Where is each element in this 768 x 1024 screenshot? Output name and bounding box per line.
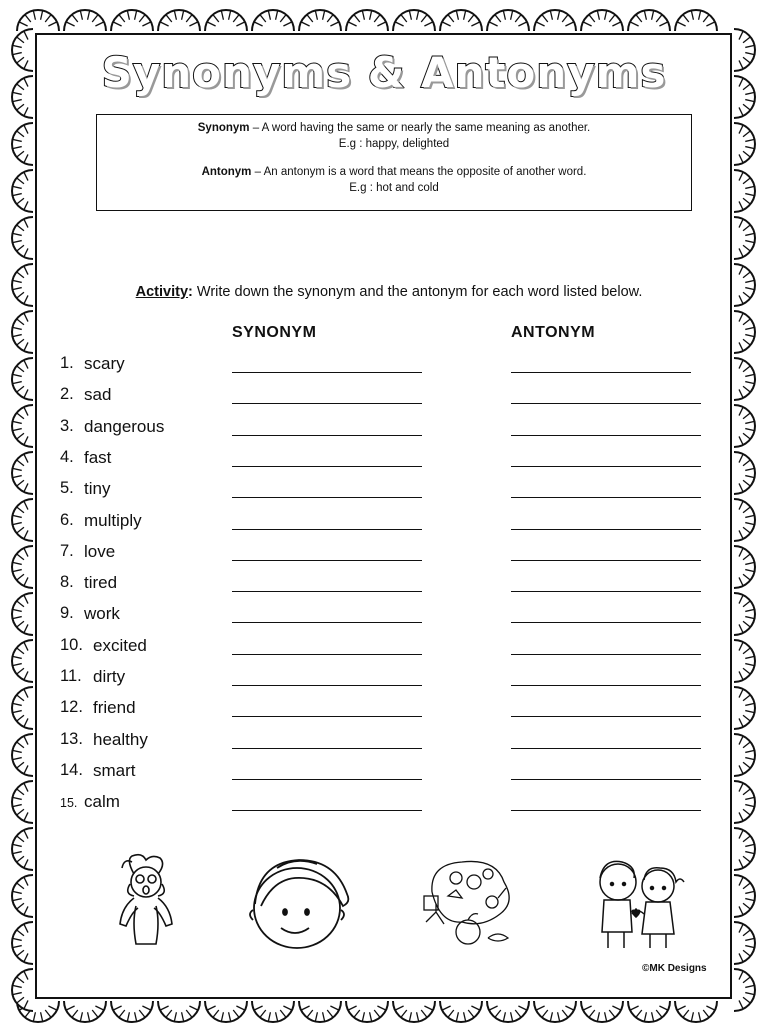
synonym-answer-line[interactable]: [232, 685, 422, 686]
synonym-answer-line[interactable]: [232, 403, 422, 404]
border-scallop: [581, 1001, 623, 1022]
word-number: 5.: [60, 479, 74, 498]
antonym-answer-line[interactable]: [511, 748, 701, 749]
border-scallop: [12, 170, 33, 212]
word-text: tired: [84, 573, 118, 593]
word-number: 2.: [60, 385, 74, 404]
word-text: tiny: [84, 479, 111, 499]
antonym-text: – An antonym is a word that means the opposite of another word.: [251, 166, 587, 178]
antonym-answer-line[interactable]: [511, 716, 701, 717]
border-scallop: [734, 358, 755, 400]
synonym-column-header: SYNONYM: [232, 324, 317, 341]
border-scallop: [12, 969, 33, 1011]
antonym-answer-line[interactable]: [511, 372, 691, 373]
border-scallop: [734, 217, 755, 259]
word-number: 6.: [60, 510, 74, 529]
word-number: 10.: [60, 635, 83, 654]
synonym-answer-line[interactable]: [232, 435, 422, 436]
border-scallop: [158, 1001, 200, 1022]
antonym-answer-line[interactable]: [511, 435, 701, 436]
border-scallop: [734, 593, 755, 635]
antonym-term: Antonym: [201, 166, 252, 178]
word-number: 1.: [60, 354, 74, 372]
word-text: healthy: [93, 729, 148, 749]
word-number: 15.: [60, 796, 78, 811]
word-row: [60, 698, 720, 722]
border-scallop: [393, 10, 435, 31]
word-row: [60, 479, 720, 503]
synonym-answer-line[interactable]: [232, 560, 422, 561]
antonym-answer-line[interactable]: [511, 779, 701, 780]
border-scallop: [12, 405, 33, 447]
antonym-answer-line[interactable]: [511, 403, 701, 404]
border-scallop: [734, 828, 755, 870]
antonym-answer-line[interactable]: [511, 560, 701, 561]
border-scallop: [734, 546, 755, 588]
word-row: [60, 448, 720, 472]
border-scallop: [205, 1001, 247, 1022]
synonym-answer-line[interactable]: [232, 372, 422, 373]
activity-label: Activity: [135, 284, 189, 300]
border-scallop: [393, 1001, 435, 1022]
word-text: smart: [93, 760, 136, 780]
border-scallop: [158, 10, 200, 31]
couple-icon: [588, 856, 690, 952]
border-scallop: [675, 1001, 717, 1022]
word-row: [60, 385, 720, 409]
synonym-answer-line[interactable]: [232, 529, 422, 530]
word-number: 12.: [60, 698, 83, 717]
border-scallop: [17, 10, 59, 31]
border-scallop: [12, 452, 33, 494]
healthy-food-icon: [412, 852, 520, 948]
word-text: excited: [93, 635, 147, 655]
word-number: 9.: [60, 604, 74, 623]
border-scallop: [12, 875, 33, 917]
border-scallop: [12, 358, 33, 400]
border-scallop: [252, 10, 294, 31]
border-scallop: [734, 311, 755, 353]
border-scallop: [628, 10, 670, 31]
border-scallop: [64, 10, 106, 31]
border-scallop: [12, 828, 33, 870]
antonym-answer-line[interactable]: [511, 591, 701, 592]
border-scallop: [12, 922, 33, 964]
antonym-answer-line[interactable]: [511, 622, 701, 623]
word-text: work: [84, 604, 120, 624]
word-row: [60, 730, 720, 754]
border-scallop: [346, 1001, 388, 1022]
border-scallop: [734, 452, 755, 494]
border-scallop: [205, 10, 247, 31]
border-scallop: [111, 10, 153, 31]
word-number: 11.: [60, 667, 82, 685]
border-scallop: [12, 217, 33, 259]
antonym-answer-line[interactable]: [511, 497, 701, 498]
border-scallop: [12, 734, 33, 776]
activity-instructions: [0, 284, 768, 300]
page-title: Synonyms & Antonyms: [101, 48, 667, 97]
antonym-column-header: ANTONYM: [511, 324, 596, 341]
border-scallop: [12, 499, 33, 541]
word-row: [60, 604, 720, 628]
border-scallop: [487, 10, 529, 31]
activity-colon: :: [188, 284, 193, 300]
synonym-example: E.g : happy, delighted: [338, 138, 450, 150]
word-text: multiply: [84, 510, 142, 530]
border-scallop: [734, 170, 755, 212]
word-row: [60, 417, 720, 441]
antonym-answer-line[interactable]: [511, 529, 701, 530]
word-row: [60, 636, 720, 660]
scared-girl-icon: [112, 852, 180, 952]
word-row: [60, 542, 720, 566]
border-scallop: [299, 1001, 341, 1022]
word-text: sad: [84, 385, 112, 405]
border-scallop: [12, 781, 33, 823]
word-number: 7.: [60, 541, 74, 560]
synonym-answer-line[interactable]: [232, 810, 422, 811]
border-scallop: [252, 1001, 294, 1022]
border-scallop: [675, 10, 717, 31]
border-scallop: [734, 405, 755, 447]
word-text: dirty: [93, 667, 126, 686]
word-text: friend: [93, 698, 136, 718]
border-scallop: [346, 10, 388, 31]
word-row: [60, 354, 720, 378]
border-scallop: [534, 1001, 576, 1022]
border-scallop: [734, 123, 755, 165]
word-number: 13.: [60, 729, 83, 748]
border-scallop: [734, 687, 755, 729]
word-text: love: [84, 541, 116, 561]
definitions-box: [96, 114, 692, 211]
border-scallop: [534, 10, 576, 31]
word-number: 3.: [60, 416, 74, 435]
word-number: 8.: [60, 573, 74, 592]
word-text: dangerous: [84, 416, 165, 436]
synonym-text: – A word having the same or nearly the same meaning as another.: [249, 122, 591, 134]
synonym-answer-line[interactable]: [232, 748, 422, 749]
border-scallop: [581, 10, 623, 31]
antonym-answer-line[interactable]: [511, 654, 701, 655]
word-number: 4.: [60, 447, 74, 466]
border-scallop: [12, 311, 33, 353]
word-row: [60, 761, 720, 785]
border-scallop: [12, 546, 33, 588]
word-text: fast: [84, 447, 112, 467]
synonym-answer-line[interactable]: [232, 591, 422, 592]
border-scallop: [734, 640, 755, 682]
synonym-answer-line[interactable]: [232, 622, 422, 623]
border-scallop: [111, 1001, 153, 1022]
antonym-answer-line[interactable]: [511, 810, 701, 811]
word-row: [60, 792, 720, 816]
border-scallop: [734, 499, 755, 541]
border-scallop: [734, 922, 755, 964]
synonym-answer-line[interactable]: [232, 779, 422, 780]
border-scallop: [12, 640, 33, 682]
word-number: 14.: [60, 760, 83, 779]
border-scallop: [734, 734, 755, 776]
synonym-answer-line[interactable]: [232, 716, 422, 717]
border-scallop: [628, 1001, 670, 1022]
word-text: calm: [84, 792, 120, 812]
antonym-example: E.g : hot and cold: [349, 182, 439, 194]
border-scallop: [64, 1001, 106, 1022]
border-scallop: [299, 10, 341, 31]
synonym-answer-line[interactable]: [232, 466, 422, 467]
antonym-answer-line[interactable]: [511, 466, 701, 467]
antonym-definition: [97, 164, 691, 180]
activity-text: Write down the synonym and the antonym for each word listed below.: [192, 284, 643, 300]
border-scallop: [12, 687, 33, 729]
border-scallop: [734, 781, 755, 823]
word-text: scary: [84, 354, 125, 373]
antonym-answer-line[interactable]: [511, 685, 701, 686]
synonym-definition: [97, 120, 691, 136]
word-row: [60, 667, 720, 691]
copyright-notice: ©MK Designs: [642, 963, 707, 974]
word-row: [60, 573, 720, 597]
synonym-answer-line[interactable]: [232, 497, 422, 498]
border-scallop: [487, 1001, 529, 1022]
border-scallop: [440, 1001, 482, 1022]
border-scallop: [12, 593, 33, 635]
border-scallop: [734, 875, 755, 917]
border-scallop: [734, 969, 755, 1011]
word-row: [60, 511, 720, 535]
synonym-term: Synonym: [197, 122, 250, 134]
border-scallop: [12, 123, 33, 165]
boy-face-icon: [247, 854, 357, 954]
synonym-answer-line[interactable]: [232, 654, 422, 655]
border-scallop: [440, 10, 482, 31]
